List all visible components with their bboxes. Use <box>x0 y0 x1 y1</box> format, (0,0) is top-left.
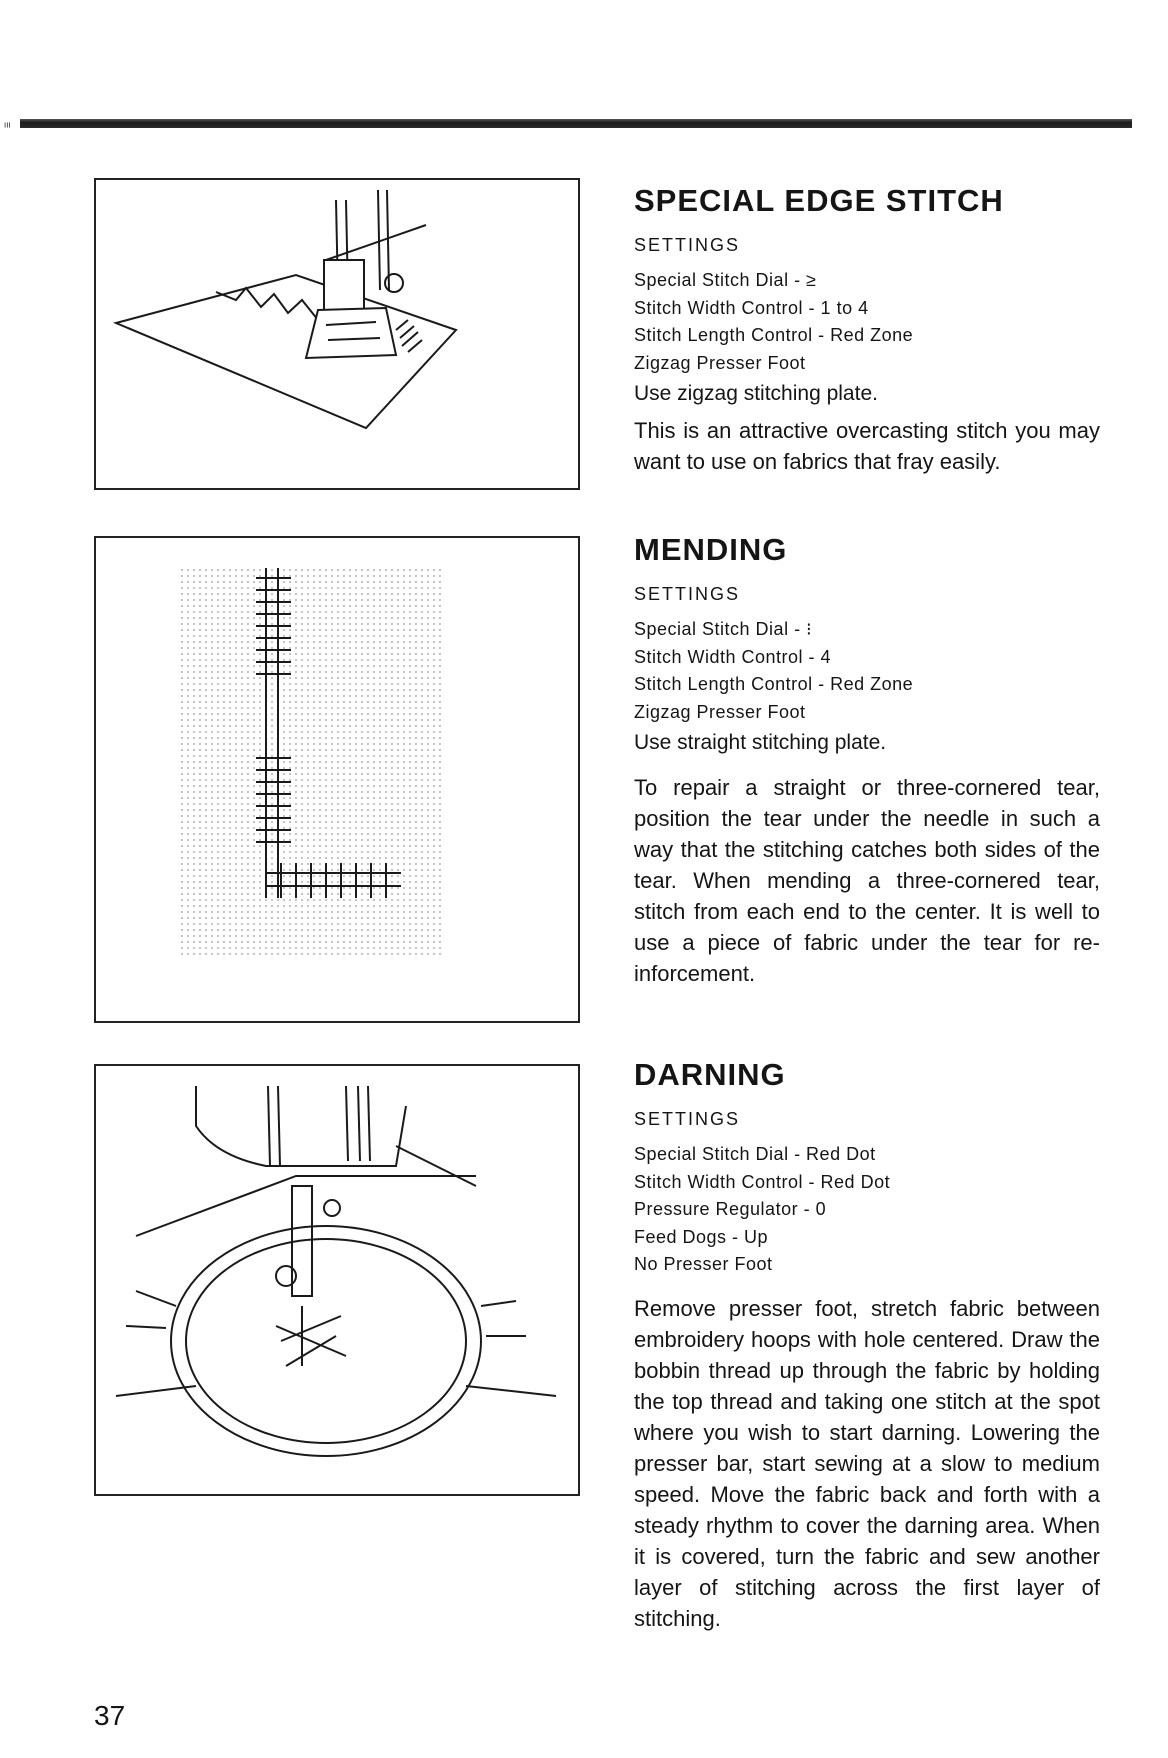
top-rule <box>20 119 1132 128</box>
section-title: MENDING <box>634 532 788 567</box>
section-body: Remove presser foot, stretch fabric between embroidery hoops with hole centered. Draw the bobbin thread up through the fabric by holding the top thread and taking one stitch at the spot where you wish to start darning. Lowering the presser bar, start sewing at a slow to medium speed. Move the fabric back and forth with a steady rhythm to cover the darning area. When it is covered, turn the fabric and sew another layer of stitching across the first layer of stitching. <box>634 1295 1100 1631</box>
plate-note: Use zigzag stitching plate. <box>634 382 878 405</box>
darning-hoop-drawing <box>96 1066 578 1494</box>
setting-line: No Presser Foot <box>634 1254 773 1274</box>
settings-heading: SETTINGS <box>634 1109 741 1129</box>
setting-line: Stitch Width Control - 1 to 4 <box>634 297 869 318</box>
darning-section <box>634 1057 1100 1634</box>
section-body: This is an attractive overcasting stitch you may want to use on fabrics that fray easily. <box>634 418 1100 474</box>
presser-foot-edge-drawing <box>96 180 578 488</box>
section-body: To repair a straight or three-cornered tear, position the tear under the needle in such a way that the stitching catches both sides of the tear. When mending a three-cornered tear, stitch from each end to the center. It is well to use a piece of fabric under the tear for re-inforcement. <box>634 775 1100 986</box>
setting-line: Zigzag Presser Foot <box>634 352 806 373</box>
edge-stitch-illustration <box>94 178 580 490</box>
setting-line: Stitch Length Control - Red Zone <box>634 674 914 694</box>
page-number: 37 <box>94 1700 126 1731</box>
section-title: DARNING <box>634 1057 786 1092</box>
plate-note: Use straight stitching plate. <box>634 731 887 754</box>
setting-line: Zigzag Presser Foot <box>634 701 806 722</box>
setting-line: Special Stitch Dial - Red Dot <box>634 1144 876 1164</box>
settings-heading: SETTINGS <box>634 235 741 255</box>
setting-line: Stitch Width Control - Red Dot <box>634 1171 891 1192</box>
setting-line: Special Stitch Dial - ≥ <box>634 270 817 290</box>
setting-line: Special Stitch Dial - ⁝ <box>634 619 813 639</box>
mending-section <box>634 532 1100 989</box>
settings-heading: SETTINGS <box>634 584 741 604</box>
setting-line: Stitch Length Control - Red Zone <box>634 325 914 345</box>
corner-mark: ᶦᶦᶦ <box>4 118 11 134</box>
mending-stitch-drawing <box>96 538 578 1021</box>
setting-line: Feed Dogs - Up <box>634 1226 769 1247</box>
setting-line: Stitch Width Control - 4 <box>634 646 832 667</box>
setting-line: Pressure Regulator - 0 <box>634 1199 827 1219</box>
special-edge-stitch-section <box>634 183 1100 477</box>
darning-illustration <box>94 1064 580 1496</box>
section-title: SPECIAL EDGE STITCH <box>634 183 1004 218</box>
mending-illustration <box>94 536 580 1023</box>
